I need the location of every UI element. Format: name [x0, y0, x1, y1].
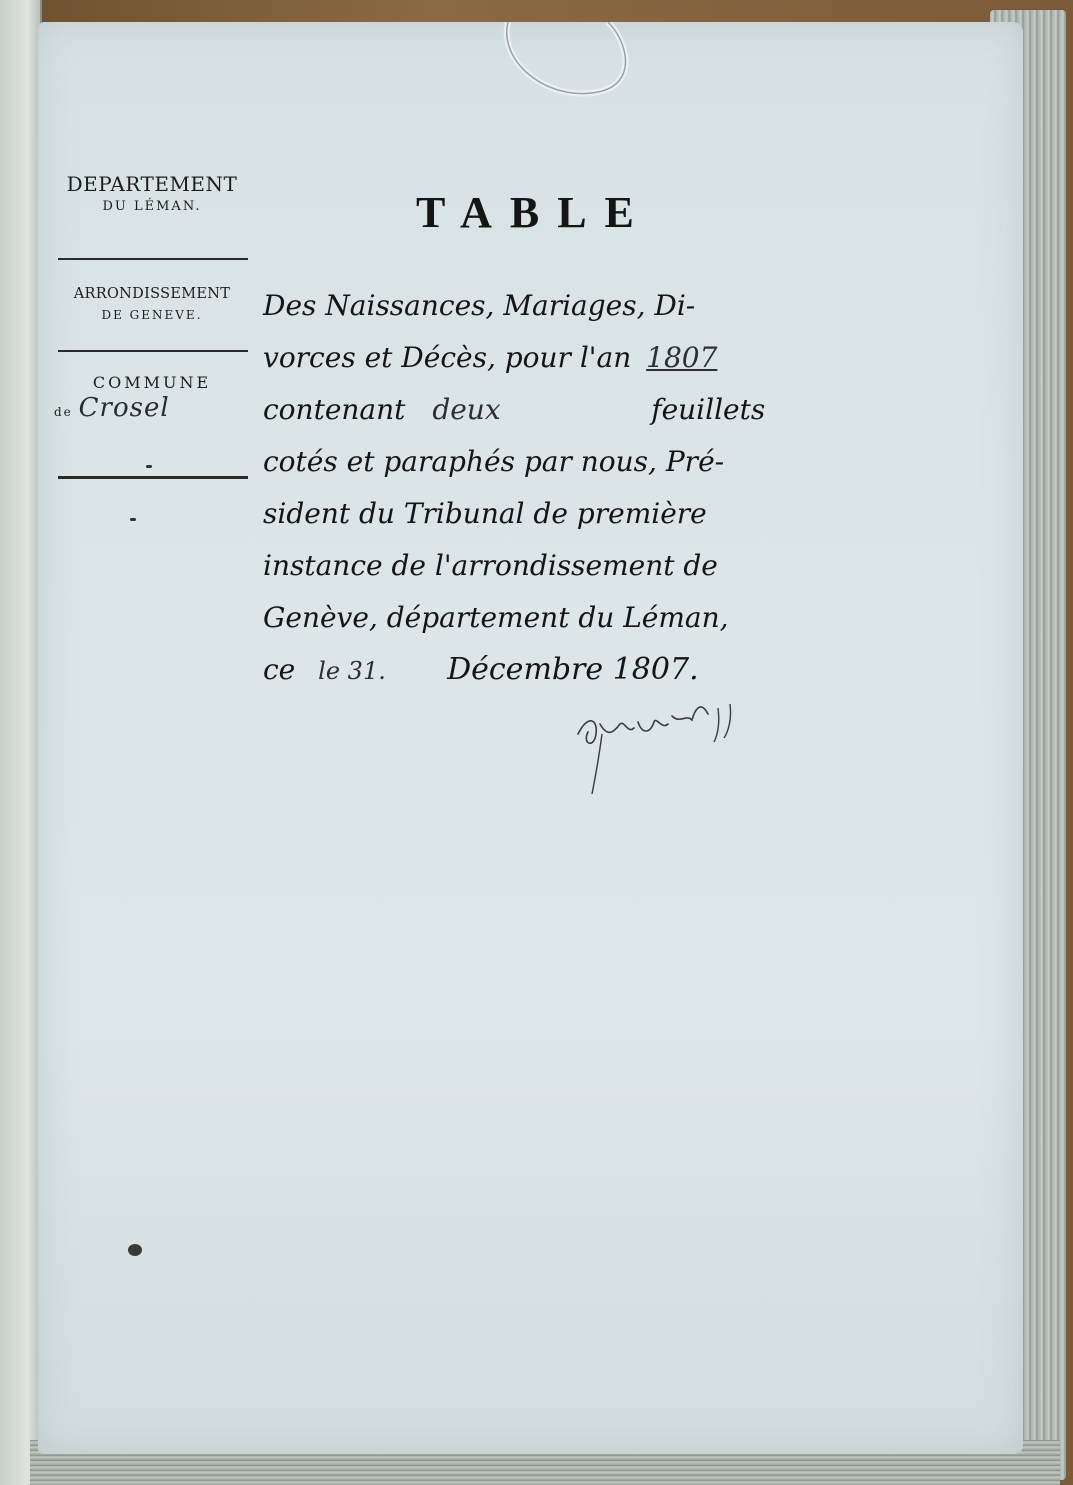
ink-dot — [146, 465, 152, 468]
department-line1: DEPARTEMENT — [66, 172, 238, 196]
signature — [568, 694, 758, 804]
commune-prefix: de — [54, 405, 73, 419]
body-line — [263, 384, 875, 436]
body-line-3-start: contenant — [263, 393, 406, 426]
body-line-4: cotés et paraphés par nous, Pré- — [263, 445, 725, 478]
left-page-edge — [0, 0, 42, 1485]
handwritten-year: 1807 — [646, 341, 718, 374]
body-line-2: vorces et Décès, pour l'an — [263, 341, 632, 374]
body-line — [263, 592, 875, 644]
document-sheet — [38, 22, 1023, 1454]
body-line-1: Des Naissances, Mariages, Di- — [263, 289, 696, 322]
body-line-6: instance de l'arrondissement de — [263, 549, 718, 582]
body-line — [263, 488, 875, 540]
commune-handwritten-name: Crosel — [78, 393, 170, 423]
handwritten-day: le 31. — [318, 657, 386, 685]
body-line — [263, 644, 875, 696]
department-line2: DU LÉMAN. — [102, 199, 202, 214]
body-line-5: sident du Tribunal de première — [263, 497, 707, 530]
body-line — [263, 332, 875, 384]
body-line — [263, 280, 875, 332]
commune-line2 — [54, 394, 250, 426]
divider — [58, 476, 248, 479]
paper-clip-icon — [488, 22, 648, 117]
divider — [58, 350, 248, 352]
commune-line1: COMMUNE — [92, 373, 212, 392]
page-title: TABLE — [416, 188, 652, 237]
ink-spot — [128, 1244, 142, 1256]
body-line — [263, 436, 875, 488]
arrondissement-header — [54, 284, 250, 326]
body-line-3-end: feuillets — [651, 393, 766, 426]
body-line-8-start: ce — [263, 653, 296, 686]
arrondissement-line2: DE GENEVE. — [101, 308, 203, 322]
body-line — [263, 540, 875, 592]
body-line-7: Genève, département du Léman, — [263, 601, 729, 634]
body-line-8-end: Décembre 1807. — [447, 652, 699, 687]
arrondissement-line1: ARRONDISSEMENT — [73, 286, 231, 302]
document-body — [263, 280, 875, 696]
divider — [58, 258, 248, 260]
handwritten-count: deux — [432, 393, 501, 426]
commune-header — [54, 372, 250, 426]
department-header — [54, 172, 250, 218]
ink-dot — [130, 518, 136, 521]
